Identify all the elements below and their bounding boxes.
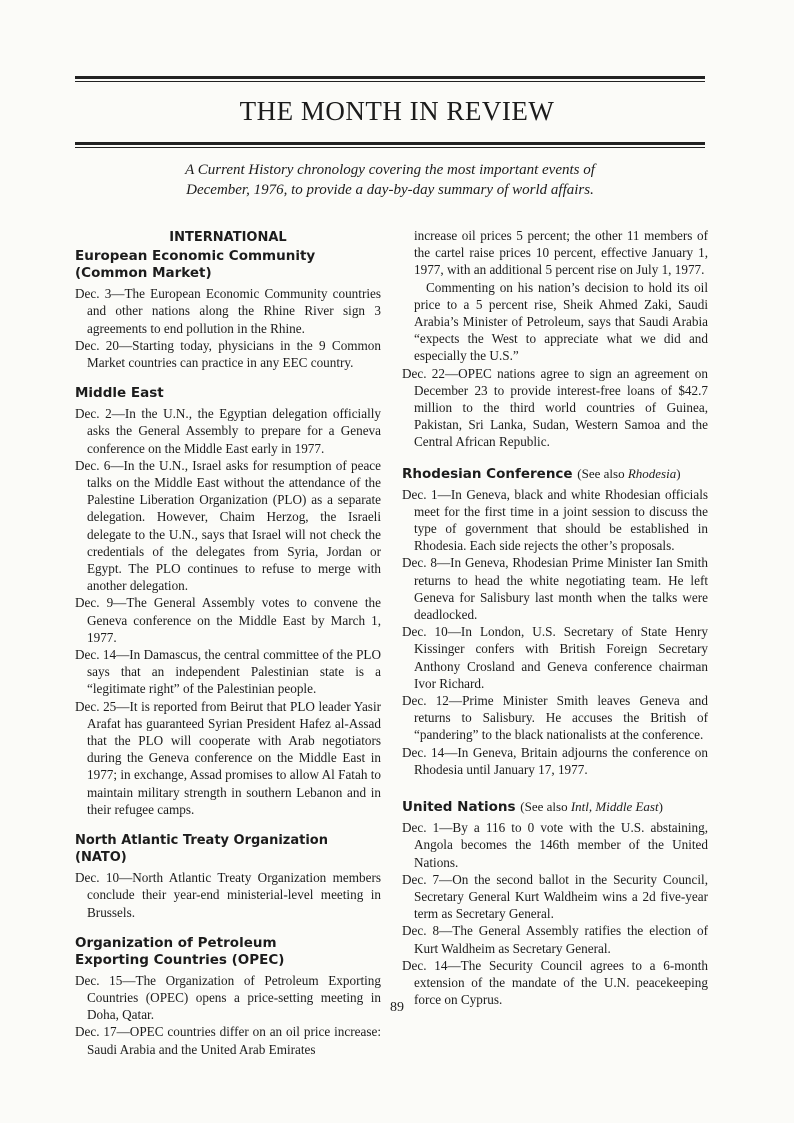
un-entry: Dec. 1—By a 116 to 0 vote with the U.S. abstaining, Angola becomes the 146th member of the United Nations. (402, 820, 708, 870)
middle-east-entry: Dec. 6—In the U.N., Israel asks for resumption of peace talks on the Middle East without the attendance of the Palestine Liberation Organization (PLO) as a separate delegation. However, Chaim Herzog, the Israeli delegate to the U.N., says that Israel will not check the credentials of the delegates from Syria, Jordan or Egypt. The PLO continues to refuse to merge with another delegation. (75, 457, 381, 594)
see-also-un: (See also Intl, Middle East) (520, 799, 663, 815)
heading-eec (75, 248, 381, 282)
top-rule-thin (75, 81, 705, 82)
opec-entry-dec22: Dec. 22—OPEC nations agree to sign an agreement on December 23 to provide interest-free loans of $42.7 million to the third world countries of Guinea, Pakistan, Sri Lanka, Sudan, Western Samoa and the Central African Republic. (402, 365, 708, 450)
heading-united-nations (402, 798, 708, 816)
intro-line-1: A Current History chronology covering the most important events of (185, 162, 595, 178)
intro-text (150, 160, 630, 200)
middle-east-entry: Dec. 14—In Damascus, the central committee of the PLO says that an independent Palestinian state is a “legitimate right” of the Palestinian people. (75, 647, 381, 697)
heading-opec-line1: Organization of Petroleum (75, 934, 277, 951)
opec-continued-paragraph: increase oil prices 5 percent; the other 11 members of the cartel raise prices 10 percent, effective January 1, 1977, with an additional 5 percent rise on July 1, 1977. (414, 228, 708, 278)
rhodesia-entry: Dec. 12—Prime Minister Smith leaves Geneva and returns to Salisbury. He accuses the British of “pandering” to the black nationalists at the conference. (402, 693, 708, 743)
un-entry: Dec. 14—The Security Council agrees to a 6-month extension of the mandate of the U.N. peacekeeping force on Cyprus. (402, 957, 708, 1008)
page-title: THE MONTH IN REVIEW (239, 96, 555, 126)
middle-east-entry: Dec. 2—In the U.N., the Egyptian delegation officially asks the General Assembly to prepare for a Geneva conference on the Middle East early in 1977. (75, 406, 381, 456)
heading-rhodesian-conference (402, 465, 708, 483)
title-rule-thin (75, 147, 705, 148)
left-column (75, 227, 381, 1058)
heading-opec-line2: Exporting Countries (OPEC) (75, 951, 285, 968)
heading-nato: North Atlantic Treaty Organization (NATO) (75, 833, 328, 866)
see-also-rhodesia: (See also Rhodesia) (577, 465, 681, 481)
page-number: 89 (390, 1000, 404, 1015)
opec-entry: Dec. 17—OPEC countries differ on an oil price increase: Saudi Arabia and the United Arab Emirates (75, 1024, 381, 1057)
heading-rhodesian-label: Rhodesian Conference (402, 465, 573, 482)
nato-entry: Dec. 10—North Atlantic Treaty Organization members conclude their year-end ministerial-level meeting in Brussels. (75, 870, 381, 920)
intro-line-2: December, 1976, to provide a day-by-day summary of world affairs. (186, 182, 594, 198)
rhodesia-entry: Dec. 14—In Geneva, Britain adjourns the conference on Rhodesia until January 17, 1977. (402, 744, 708, 777)
opec-comment-paragraph: Commenting on his nation’s decision to hold its oil price to a 5 percent rise, Sheik Ahmed Zaki, Saudi Arabia’s Minister of Petroleum, says that Saudi Arabia “expects the West to appreciate what we did and especially the U.S.” (414, 279, 708, 364)
see-also-link-rhodesia: Rhodesia (627, 465, 677, 481)
section-title-international: INTERNATIONAL (169, 230, 287, 245)
heading-un-label: United Nations (402, 799, 516, 816)
right-column (402, 227, 708, 1008)
title-rule-thick (75, 142, 705, 145)
top-rule-thick (75, 76, 705, 79)
heading-eec-line1: European Economic Community (75, 248, 316, 265)
see-also-link-un: Intl, Middle East (570, 799, 659, 815)
heading-eec-line2: (Common Market) (75, 265, 212, 282)
heading-middle-east: Middle East (75, 385, 164, 402)
rhodesia-entry: Dec. 10—In London, U.S. Secretary of State Henry Kissinger confers with British Foreign Secretary Anthony Crosland and Geneva conference chairman Ivor Richard. (402, 624, 708, 691)
middle-east-entry: Dec. 25—It is reported from Beirut that PLO leader Yasir Arafat has guaranteed Syrian President Hafez al-Assad that the PLO will cooperate with Arab negotiators during the Geneva conference on the Middle East in 1977; in exchange, Assad promises to allow Al Fatah to maintain military strength in southern Lebanon and in their refugee camps. (75, 698, 381, 817)
middle-east-entry: Dec. 9—The General Assembly votes to convene the Geneva conference on the Middle East by March 1, 1977. (75, 595, 381, 645)
heading-opec (75, 935, 381, 969)
rhodesia-entry: Dec. 8—In Geneva, Rhodesian Prime Minister Ian Smith returns to head the white negotiating team. He left Geneva for Salisbury last month when the talks were deadlocked. (402, 555, 708, 623)
eec-entry: Dec. 3—The European Economic Community countries and other nations along the Rhine River sign 3 agreements to end pollution in the Rhine. (75, 286, 381, 336)
rhodesia-entry: Dec. 1—In Geneva, black and white Rhodesian officials meet for the first time in a joint session to discuss the type of government that should be established in Rhodesia. Each side rejects the other’s proposals. (402, 486, 708, 554)
un-entry: Dec. 7—On the second ballot in the Security Council, Secretary General Kurt Waldheim wins a 2d five-year term as Secretary General. (402, 871, 708, 922)
eec-entry: Dec. 20—Starting today, physicians in the 9 Common Market countries can practice in any EEC country. (75, 337, 381, 371)
opec-entry: Dec. 15—The Organization of Petroleum Exporting Countries (OPEC) opens a price-setting meeting in Doha, Qatar. (75, 972, 381, 1023)
un-entry: Dec. 8—The General Assembly ratifies the election of Kurt Waldheim as Secretary General. (402, 923, 708, 956)
